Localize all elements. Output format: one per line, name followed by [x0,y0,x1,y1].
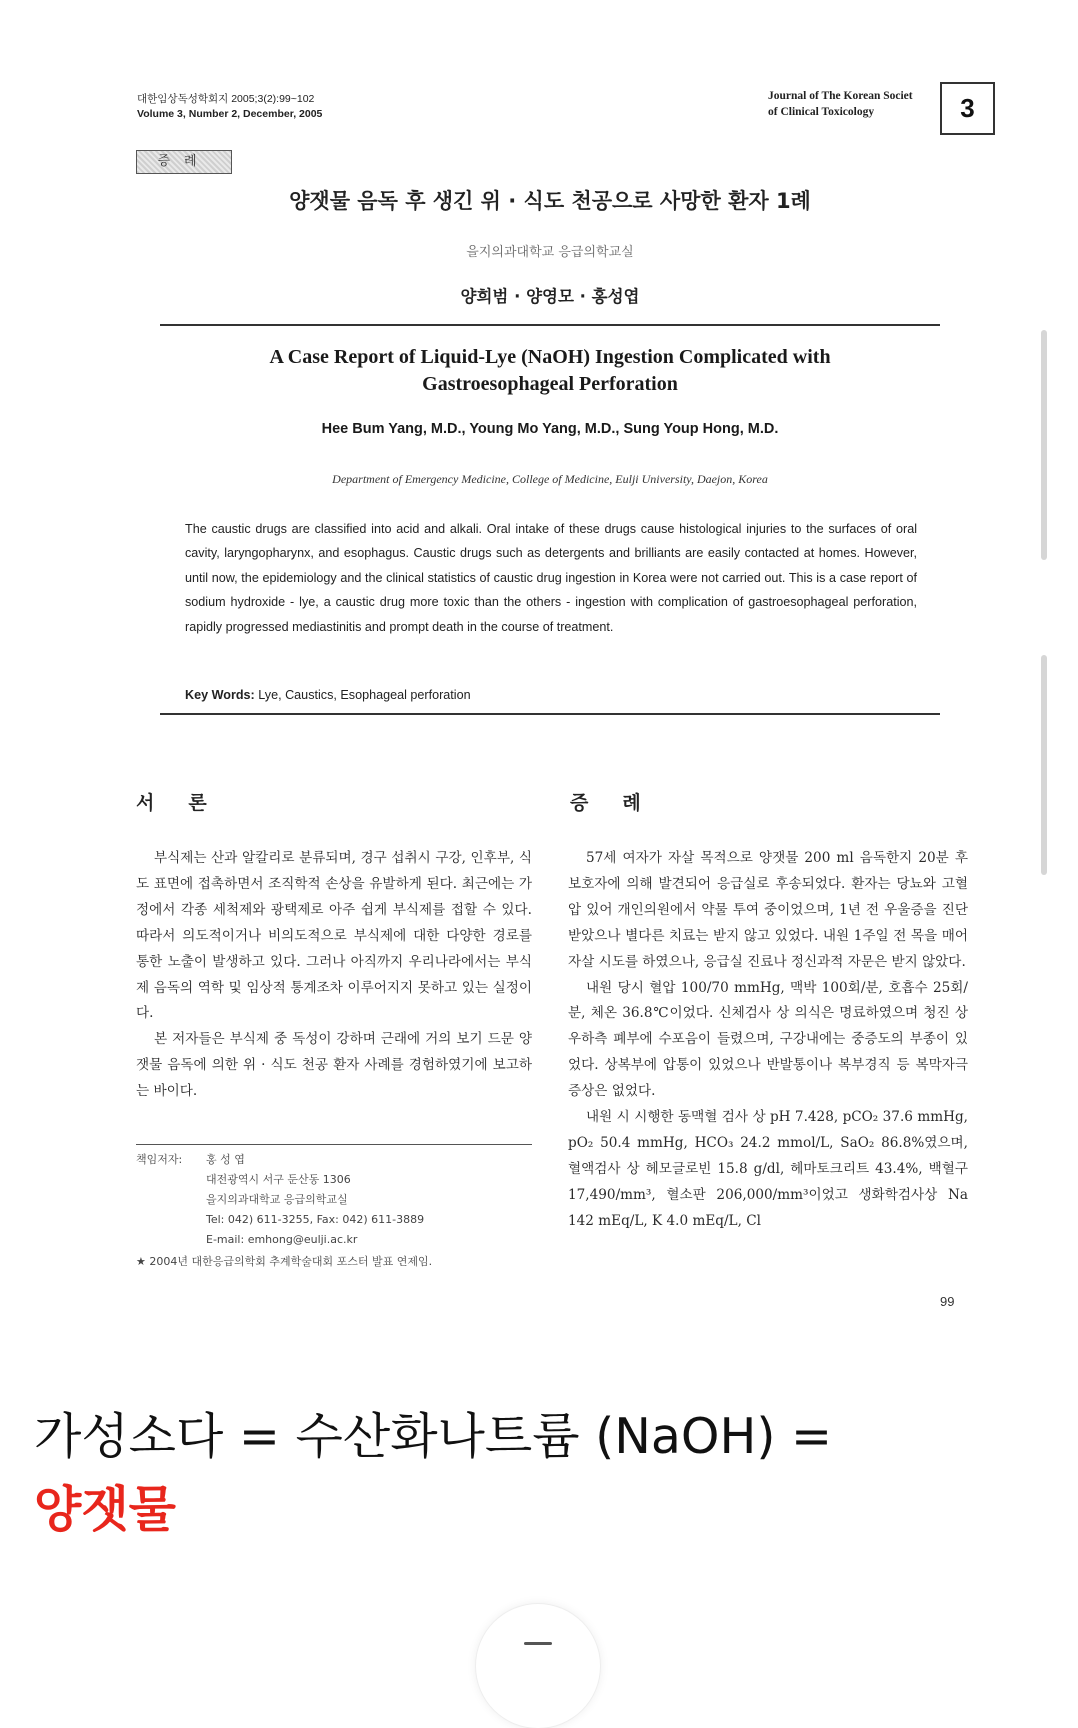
english-title-line2: Gastroesophageal Perforation [422,373,678,395]
scroll-to-top-button[interactable] [476,1604,600,1728]
caption-line1: 가성소다 = 수산화나트륨 (NaOH) = [34,1408,833,1465]
korean-affiliation: 을지의과대학교 응급의학교실 [466,245,634,260]
english-authors: Hee Bum Yang, M.D., Young Mo Yang, M.D., Sung Youp Hong, M.D. [321,421,779,437]
footnote-author-row [136,1150,432,1170]
footnote-email: E-mail: emhong@eulji.ac.kr [206,1233,358,1246]
keywords-label: Key Words: [185,688,255,702]
journal-volume: Volume 3, Number 2, December, 2005 [137,108,323,120]
keywords-value: Lye, Caustics, Esophageal perforation [258,688,471,702]
scrollbar-upper[interactable] [1041,330,1047,560]
intro-body [136,846,532,1105]
footnote-line: 대전광역시 서구 둔산동 1306 [206,1173,351,1186]
footnote-line: 을지의과대학교 응급의학교실 [206,1193,348,1206]
caption-highlight: 양잿물 [34,1481,177,1538]
footnote-note: ★ 2004년 대한응급의학회 추계학술대회 포스터 발표 연제임. [136,1255,433,1268]
case-paragraph: 내원 당시 혈압 100/70 mmHg, 맥박 100회/분, 호흡수 25회/분, 체온 36.8℃이었다. 신체검사 상 의식은 명료하였으며 청진 상 우하측 폐부에 수포음이 들렸으며, 구강내에는 중증도의 부종이 있었다. 상복부에 압통이 있었으나 반발통이나 복부경직 등 복막자극증상은 없었다. [568,979,968,1100]
scrollbar-thumb[interactable] [1041,655,1047,875]
footnote [136,1150,432,1272]
case-paragraph: 57세 여자가 자살 목적으로 양잿물 200 ml 음독한지 20분 후 보호자에 의해 발견되어 응급실로 후송되었다. 환자는 당뇨와 고혈압 있어 개인의원에서 약물 투여 중이었으며, 1년 전 우울증을 진단받았으나 별다른 치료는 받지 않고 있었다. 내원 1주일 전 목을 매어 자살 시도를 하였으나, 응급실 진료나 정신과적 자문은 받지 않았다. [568,850,968,970]
divider-top [160,324,940,326]
journal-en-name-line1: Journal of The Korean Societ [768,90,913,102]
abstract: The caustic drugs are classified into acid and alkali. Oral intake of these drugs cause histological injuries to the surfaces of oral cavity, laryngopharynx, and esophagus. Caustic drugs such as detergents and brilliants are easily contacted at homes. However, until now, the epidemiology and the clinical statistics of caustic drug ingestion in Korea were not carried out. This is a case report of sodium hydroxide - lye, a caustic drug more toxic than the others - ingestion with complication of gastroesophageal perforation, rapidly progressed mediastinitis and prompt death in the course of treatment. [185,522,917,634]
divider-bottom [160,713,940,715]
korean-title: 양잿물 음독 후 생긴 위 · 식도 천공으로 사망한 환자 1례 [289,189,811,213]
journal-en-name-line2: of Clinical Toxicology [768,106,875,118]
english-title [160,344,940,398]
case-body [568,846,968,1235]
page-badge: 3 [940,82,995,135]
intro-paragraph: 부식제는 산과 알칼리로 분류되며, 경구 섭취시 구강, 인후부, 식도 표면에 접촉하면서 조직학적 손상을 유발하게 된다. 최근에는 가정에서 각종 세척제와 광택제로 아주 쉽게 부식제를 접할 수 있다. 따라서 의도적이거나 비의도적으로 부식제에 대한 다양한 경로를 통한 노출이 발생하고 있다. 그러나 아직까지 우리나라에서는 부식제 음독의 역학 및 임상적 통계조차 이루어지지 못하고 있는 실정이다. [136,850,532,1022]
case-report-tag: 증례 [136,150,232,174]
keywords [185,688,471,702]
case-paragraph: 내원 시 시행한 동맥혈 검사 상 pH 7.428, pCO₂ 37.6 mmHg, pO₂ 50.4 mmHg, HCO₃ 24.2 mmol/L, SaO₂ 86.8%였으며, 혈액검사 상 헤모글로빈 15.8 g/dl, 헤마토크리트 43.4%, 백혈구 17,490/mm³, 혈소판 206,000/mm³이었고 생화학검사상 Na 142 mEq/L, K 4.0 mEq/L, Cl [568,1109,968,1229]
footnote-label: 책임저자: [136,1153,183,1166]
footnote-divider [136,1144,532,1145]
section-heading-intro: 서론 [136,792,241,814]
footnote-name: 홍 성 엽 [206,1153,245,1166]
journal-kr-citation: 대한임상독성학회지 2005;3(2):99~102 [137,93,315,105]
journal-header-right [768,88,938,120]
english-department: Department of Emergency Medicine, College of Medicine, Eulji University, Daejon, Korea [332,472,768,486]
journal-header-left [137,92,322,122]
english-title-line1: A Case Report of Liquid-Lye (NaOH) Ingestion Complicated with [269,346,831,368]
korean-authors: 양희범 · 양영모 · 홍성엽 [460,287,640,306]
section-heading-case: 증례 [570,792,675,814]
scroll-top-icon [524,1642,552,1645]
page-number: 99 [940,1294,955,1309]
intro-paragraph: 본 저자들은 부식제 중 독성이 강하며 근래에 거의 보기 드문 양잿물 음독에 의한 위 · 식도 천공 환자 사례를 경험하였기에 보고하는 바이다. [136,1031,532,1100]
footnote-line: Tel: 042) 611-3255, Fax: 042) 611-3889 [206,1213,425,1226]
